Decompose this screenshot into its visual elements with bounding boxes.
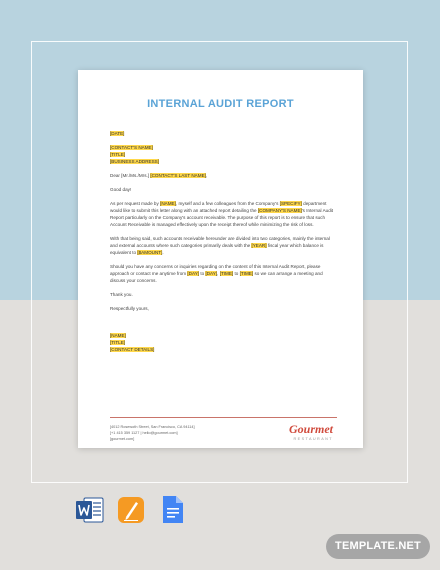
recipient-name: [CONTACT'S NAME] [110,145,153,150]
footer-address: [4012 Rosewoth Street, San Francisco, CA 94114] [+1 415 359 1127 | hello@gourmet.com] [gourmet.com] [110,425,195,441]
greeting: Good day! [110,187,132,192]
sender-contact: [CONTACT DETAILS] [110,347,155,352]
date-placeholder: [DATE] [110,131,125,136]
google-docs-icon[interactable] [158,495,186,525]
closing: Respectfully yours, [110,306,149,311]
salutation-last-name: [CONTACT'S LAST NAME] [150,173,206,178]
sender-name: [NAME] [110,333,126,338]
paragraph-2: With that being said, such accounts receivable hereunder are divided into two categories, mainly the internal and external accounts where such categories primarily deals with the [YEAR] fiscal year which balance is equivalent to [$AMOUNT]. [110,236,330,255]
salutation: Dear [Mr./Ms./Mrs.] [CONTACT'S LAST NAME], [110,173,208,178]
sender-title: [TITLE] [110,340,126,345]
word-icon[interactable] [76,495,104,525]
recipient-title: [TITLE] [110,152,126,157]
footer-divider [110,417,337,418]
thanks: Thank you. [110,292,133,297]
date-block [110,130,337,137]
recipient-address: [BUSINESS ADDRESS] [110,159,160,164]
template-net-badge[interactable]: TEMPLATE.NET [326,534,430,559]
gourmet-logo: Gourmet RESTAURANT [288,422,333,441]
document-page [78,70,363,448]
letter-body [110,130,337,360]
paragraph-1: As per request made by [NAME], myself and a few colleagues from the Company's [SPECIFY] department would like to submit this letter along with an attached report detailing the [COMPANY'S NAME]'s Internal Audit Report particularly on the Company's account receivable. The purpose of this report is to ensure that such Account Receivable is managed effectively upon the receipt thereof while minimizing the risk of loss. [110,201,334,227]
pages-icon[interactable] [117,495,145,525]
recipient-block [110,144,337,165]
sender-block [110,332,337,353]
document-title: INTERNAL AUDIT REPORT [147,98,294,110]
paragraph-3: Should you have any concerns or inquiries regarding on the content of this Internal Audit Report, please approach or contact me anytime from [DAY] to [DAY], [TIME] to [TIME] so we can arrange a meeting and discuss your concerns. [110,264,323,283]
